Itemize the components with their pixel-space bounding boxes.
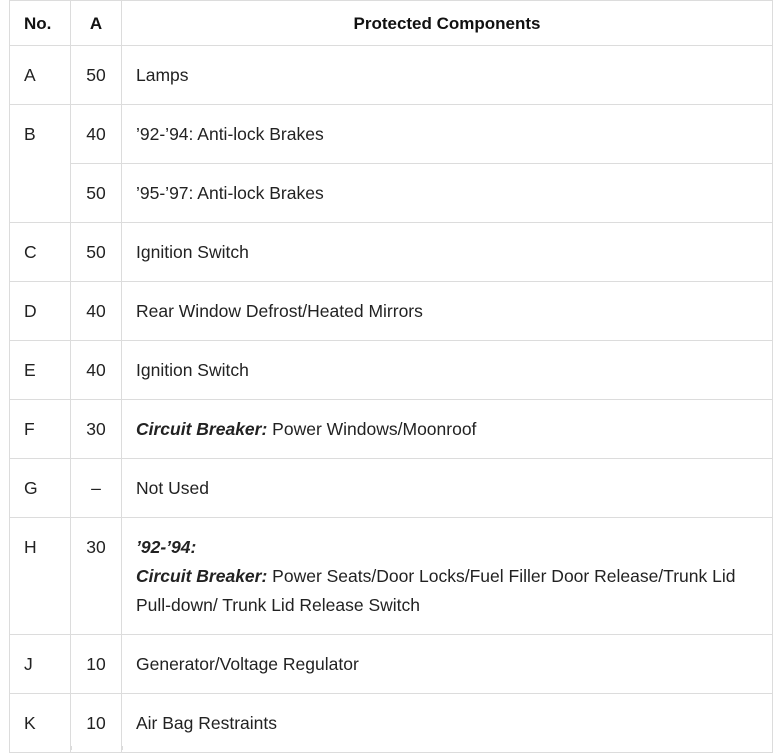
cell-components xyxy=(122,105,773,164)
table-row xyxy=(10,341,773,400)
component-line xyxy=(136,562,758,620)
cell-no: J xyxy=(10,635,71,694)
cell-no: C xyxy=(10,223,71,282)
cell-no: H xyxy=(10,518,71,635)
cell-components xyxy=(122,46,773,105)
cell-amp: 50 xyxy=(71,46,122,105)
cell-no: A xyxy=(10,46,71,105)
cell-no: F xyxy=(10,400,71,459)
component-line xyxy=(136,650,758,679)
table-header xyxy=(10,1,773,46)
cell-components xyxy=(122,694,773,753)
component-label: Circuit Breaker: xyxy=(136,566,268,586)
cell-components xyxy=(122,282,773,341)
header-row xyxy=(10,1,773,46)
component-text: Ignition Switch xyxy=(136,242,249,262)
component-line xyxy=(136,356,758,385)
component-text: ’95-’97: Anti-lock Brakes xyxy=(136,183,324,203)
component-line xyxy=(136,238,758,267)
component-text: Rear Window Defrost/Heated Mirrors xyxy=(136,301,423,321)
cell-amp: 10 xyxy=(71,635,122,694)
component-line xyxy=(136,709,758,738)
cell-amp: 40 xyxy=(71,105,122,164)
table-row xyxy=(10,459,773,518)
cell-no: B xyxy=(10,105,71,223)
cell-components xyxy=(122,223,773,282)
table-divider xyxy=(122,746,123,750)
cell-amp: 10 xyxy=(71,694,122,753)
component-line xyxy=(136,533,758,562)
cell-components xyxy=(122,635,773,694)
component-line xyxy=(136,179,758,208)
table-row xyxy=(10,46,773,105)
component-line xyxy=(136,415,758,444)
cell-amp: 50 xyxy=(71,223,122,282)
table-row xyxy=(10,105,773,164)
header-amp: A xyxy=(71,1,122,46)
component-label: Circuit Breaker: xyxy=(136,419,268,439)
component-text: Power Seats/Door Locks/Fuel Filler Door Release/Trunk Lid Pull-down/ Trunk Lid Release Switch xyxy=(136,566,736,615)
component-line xyxy=(136,297,758,326)
component-text: Power Windows/Moonroof xyxy=(267,419,477,439)
cell-components xyxy=(122,400,773,459)
component-line xyxy=(136,120,758,149)
table-row xyxy=(10,223,773,282)
cell-amp: 50 xyxy=(71,164,122,223)
table-row xyxy=(10,694,773,753)
cell-no: G xyxy=(10,459,71,518)
table-row xyxy=(10,518,773,635)
cell-no: D xyxy=(10,282,71,341)
table-body xyxy=(10,46,773,753)
cell-no: K xyxy=(10,694,71,753)
cell-amp: 30 xyxy=(71,400,122,459)
cell-amp: – xyxy=(71,459,122,518)
table-row xyxy=(10,164,773,223)
component-text: ’92-’94: Anti-lock Brakes xyxy=(136,124,324,144)
cell-components xyxy=(122,459,773,518)
component-line xyxy=(136,61,758,90)
cell-components xyxy=(122,341,773,400)
header-no: No. xyxy=(10,1,71,46)
table-row xyxy=(10,635,773,694)
cell-components xyxy=(122,164,773,223)
cell-components xyxy=(122,518,773,635)
component-text: Generator/Voltage Regulator xyxy=(136,654,359,674)
table-divider xyxy=(71,746,72,750)
component-text: Air Bag Restraints xyxy=(136,713,278,733)
component-label: ’92-’94: xyxy=(136,537,197,557)
table-continuation xyxy=(9,746,773,750)
table-row xyxy=(10,282,773,341)
table-row xyxy=(10,400,773,459)
header-components: Protected Components xyxy=(122,1,773,46)
cell-amp: 40 xyxy=(71,282,122,341)
component-text: Lamps xyxy=(136,65,189,85)
cell-amp: 40 xyxy=(71,341,122,400)
component-text: Ignition Switch xyxy=(136,360,249,380)
cell-no: E xyxy=(10,341,71,400)
component-line xyxy=(136,474,758,503)
component-text: Not Used xyxy=(136,478,209,498)
cell-amp: 30 xyxy=(71,518,122,635)
fuse-table xyxy=(9,0,773,753)
